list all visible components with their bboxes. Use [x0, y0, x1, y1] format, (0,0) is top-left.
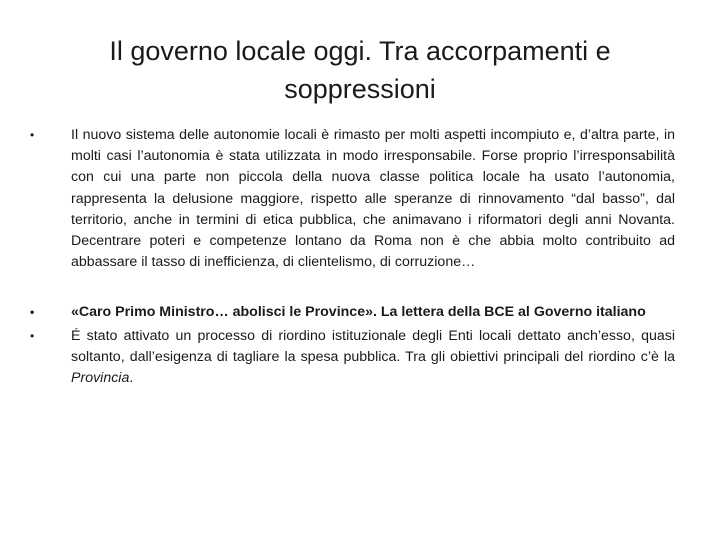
bullet-text [71, 328, 675, 386]
bullet-text-end: . [129, 370, 134, 387]
bullet-item-2 [30, 302, 675, 323]
bullet-marker: • [30, 328, 35, 343]
bullet-marker: • [30, 128, 35, 142]
bullet-text-start: É stato attivato un processo di riordino istituzionale degli Enti locali dettato anch’esso, quasi soltanto, dall’esigenza di tagliare la spesa pubblica. Tra gli obiettivi principali del riordino c’è la [71, 327, 675, 365]
slide-title: Il governo locale oggi. Tra accorpamenti e soppressioni [109, 36, 611, 104]
bullet-text-emphasis: Provincia [71, 370, 130, 387]
bullet-item-3 [30, 326, 675, 390]
bullet-text: «Caro Primo Ministro… abolisci le Province». La lettera della BCE al Governo italiano [71, 304, 646, 321]
bullet-list [30, 125, 675, 389]
bullet-item-1 [30, 125, 675, 273]
bullet-text: Il nuovo sistema delle autonomie locali è rimasto per molti aspetti incompiuto e, d’altra parte, in molti casi l’autonomia è stata utilizzata in modo irresponsabile. Forse proprio l’irresponsabilità con cui una parte non piccola della nuova classe politica locale ha usato l’autonomia, rappresenta la delusione maggiore, rispetto alle speranze di rinnovamento “dal basso”, dal territorio, anche in termini di etica pubblica, che animavano i riformatori degli anni Novanta. Decentrare poteri e competenze lontano da Roma non è che abbia molto contribuito ad abbassare il tasso di inefficienza, di clientelismo, di corruzione… [71, 127, 675, 271]
bullet-marker: • [30, 305, 35, 320]
